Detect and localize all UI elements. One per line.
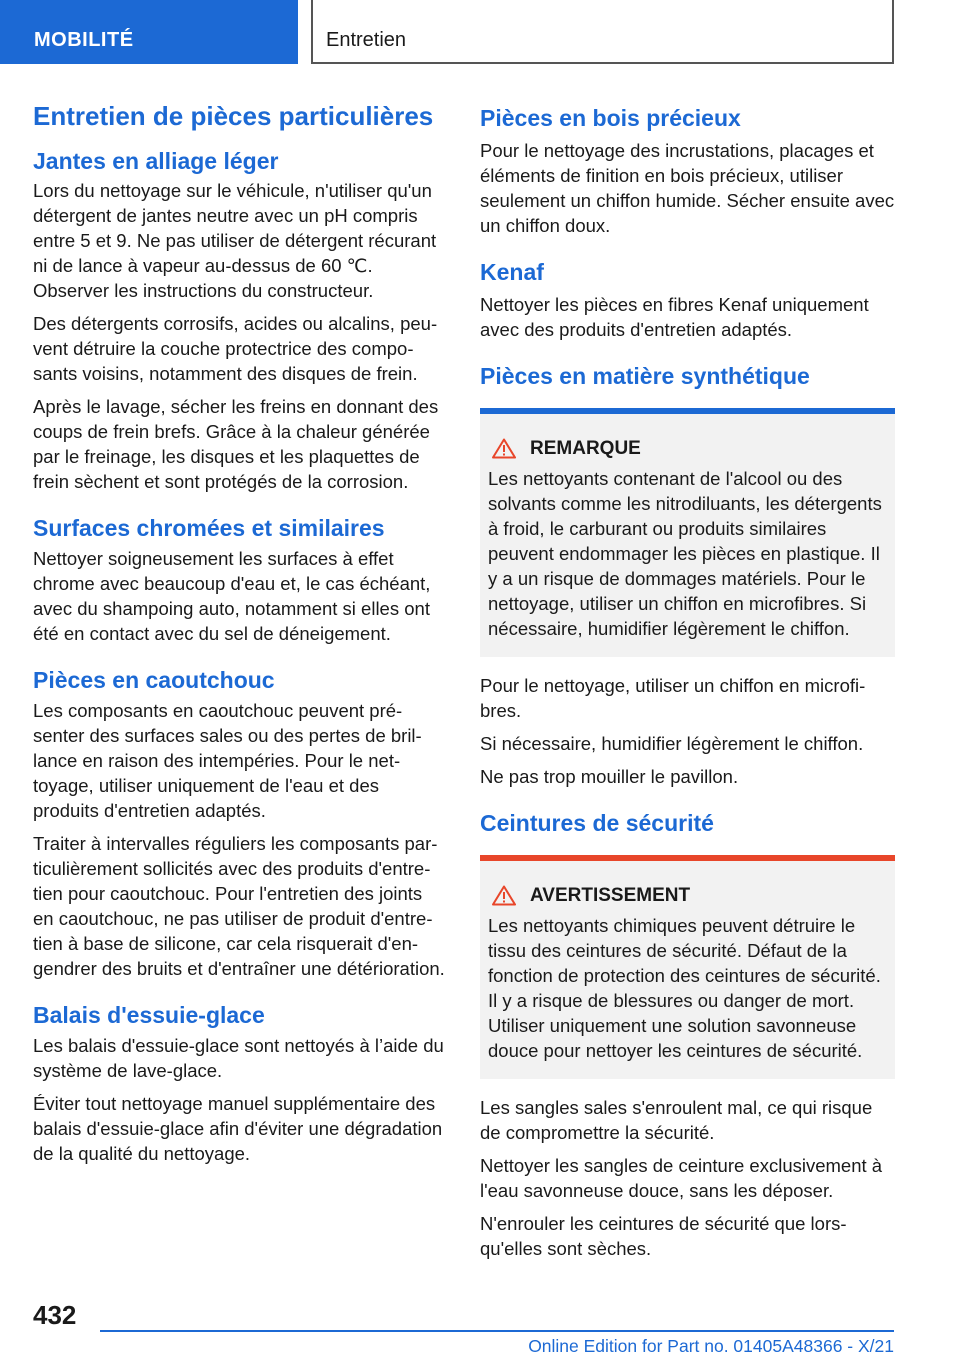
- paragraph: Après le lavage, sécher les freins en donnant des coups de frein brefs. Grâce à la chaleur générée par le freinage, les disques et les plaquettes de frein sèchent et sont protégés de la corrosion.: [33, 396, 439, 493]
- paragraph: Éviter tout nettoyage manuel supplémentaire des balais d'essuie-glace afin d'éviter une dégradation de la qualité du nettoyage.: [33, 1093, 443, 1165]
- right-column: [480, 104, 895, 1281]
- footer-edition: Online Edition for Part no. 01405A48366 - X/21: [528, 1336, 894, 1356]
- warning-box: [480, 855, 895, 1079]
- warning-triangle-icon: [492, 885, 516, 906]
- paragraph: Des détergents corrosifs, acides ou alcalins, peuvent détruire la couche protectrice des composants voisins, notamment des disques de frein.: [33, 313, 438, 385]
- left-column: [33, 100, 447, 1186]
- section-heading: Pièces en matière synthétique: [480, 362, 810, 389]
- notice-label: REMARQUE: [530, 437, 641, 459]
- section-wood: [480, 104, 895, 238]
- section-heading: Pièces en caoutchouc: [33, 667, 275, 694]
- paragraph: Nettoyer les pièces en fibres Kenaf uniquement avec des produits d'entretien adaptés.: [480, 293, 869, 340]
- paragraph: Si nécessaire, humidifier légèrement le chiffon.: [480, 732, 864, 754]
- paragraph: Nettoyer les sangles de ceinture exclusivement à l'eau savonneuse douce, sans les déposer.: [480, 1154, 883, 1201]
- section-rubber: [33, 666, 447, 981]
- section-title: MOBILITÉ: [34, 29, 134, 51]
- page-number: 432: [33, 1300, 77, 1330]
- section-kenaf: [480, 258, 895, 342]
- section-heading: Kenaf: [480, 258, 544, 285]
- paragraph: Lors du nettoyage sur le véhicule, n'utiliser qu'un détergent de jantes neutre avec un pH compris entre 5 et 9. Ne pas utiliser de détergent récurant ni de lance à vapeur au-dessus de 60 ℃. Observer les instructions du constructeur.: [33, 180, 437, 302]
- chapter-tab: [311, 0, 894, 64]
- paragraph: Nettoyer soigneusement les surfaces à effet chrome avec beaucoup d'eau et, le cas échéant, avec du shampoing auto, notamment si elles ont été en contact avec du sel de déneigement.: [33, 548, 431, 645]
- paragraph: Les sangles sales s'enroulent mal, ce qui risque de compromettre la sécurité.: [480, 1096, 873, 1143]
- section-wiper-blades: [33, 1001, 447, 1166]
- section-heading: Surfaces chromées et similaires: [33, 515, 385, 542]
- page-title: Entretien de pièces particulières: [33, 101, 434, 131]
- notice-box: [480, 408, 895, 657]
- notice-text: Les nettoyants contenant de l'alcool ou des solvants comme les nitrodiluants, les détergents à froid, le carburant ou produits similaires peuvent endommager les pièces en plastique. Il y a un risque de dommages matériels. Pour le nettoyage, utiliser un chiffon en microfibres. Si nécessaire, humidifier légèrement le chiffon.: [488, 467, 882, 639]
- section-heading: Pièces en bois précieux: [480, 105, 741, 131]
- paragraph: Pour le nettoyage des incrustations, placages et éléments de finition en bois précieux, utiliser seulement un chiffon humide. Sécher ensuite avec un chiffon doux.: [480, 139, 895, 236]
- footer-divider: [100, 1330, 894, 1332]
- section-seat-belts: [480, 809, 895, 1261]
- paragraph: N'enrouler les ceintures de sécurité que lorsqu'elles sont sèches.: [480, 1212, 847, 1259]
- paragraph: Traiter à intervalles réguliers les composants particulièrement sollicités avec des produits d'entretien pour caoutchouc. Pour l'entretien des joints en caoutchouc, ne pas utiliser de produit d'entretien à base de silicone, car cela risquerait d'engendrer des bruits et d'entraîner une détérioration.: [33, 833, 445, 980]
- warning-text: Les nettoyants chimiques peuvent détruire le tissu des ceintures de sécurité. Défaut de la fonction de protection des ceintures de sécurité. Il y a risque de blessures ou danger de mort. Utiliser uniquement une solution savonneuse douce pour nettoyer les ceintures de sécurité.: [488, 914, 881, 1061]
- section-heading: Jantes en alliage léger: [33, 147, 279, 174]
- warning-label: AVERTISSEMENT: [530, 884, 691, 906]
- section-alloy-wheels: [33, 147, 447, 495]
- section-heading: Balais d'essuie-glace: [33, 1002, 265, 1029]
- section-synthetic: [480, 362, 895, 789]
- paragraph: Les composants en caoutchouc peuvent présenter des surfaces sales ou des pertes de brillance en raison des intempéries. Pour le nettoyage, utiliser uniquement de l'eau et des produits d'entretien adaptés.: [33, 700, 422, 822]
- paragraph: Les balais d'essuie-glace sont nettoyés à l’aide du système de lave-glace.: [33, 1035, 444, 1082]
- paragraph: Ne pas trop mouiller le pavillon.: [480, 765, 739, 787]
- section-tab: [0, 0, 298, 64]
- chapter-title: Entretien: [326, 29, 407, 51]
- warning-triangle-icon: [492, 438, 516, 459]
- section-heading: Ceintures de sécurité: [480, 809, 714, 836]
- paragraph: Pour le nettoyage, utiliser un chiffon en microfibres.: [480, 674, 866, 721]
- section-chrome: [33, 514, 447, 646]
